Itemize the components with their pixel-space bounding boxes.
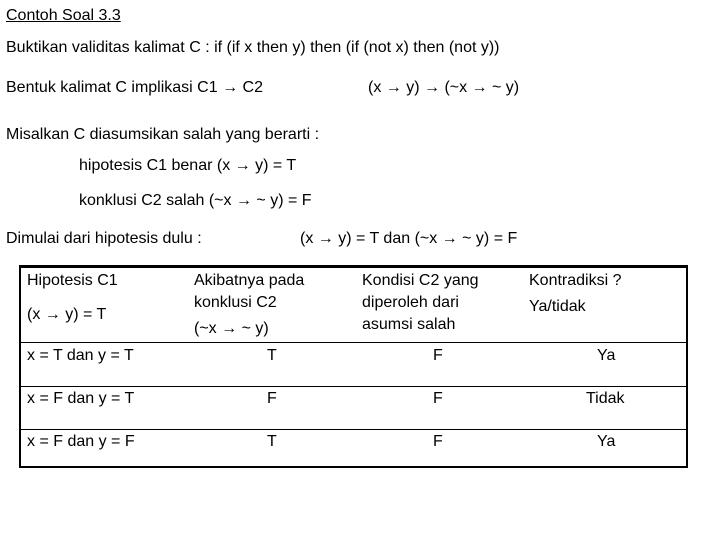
header-kondisi-2: diperoleh dari [362, 294, 459, 311]
row2-kondisi: F [433, 390, 443, 407]
start-expression: (x → y) = T dan (~x → ~ y) = F [300, 230, 518, 247]
row2-akibat: F [267, 390, 277, 407]
table-divider [21, 429, 686, 430]
table-divider [21, 386, 686, 387]
row1-akibat: T [267, 347, 277, 364]
header-hipotesis: Hipotesis C1 [27, 272, 118, 289]
header-hipotesis-expr: (x → y) = T [27, 306, 107, 323]
problem-statement: Buktikan validitas kalimat C : if (if x then y) then (if (not x) then (not y)) [6, 39, 500, 56]
row1-hyp: x = T dan y = T [27, 347, 134, 364]
header-kondisi: Kondisi C2 yang [362, 272, 479, 289]
row2-kontradiksi: Tidak [586, 390, 625, 407]
table-divider [21, 342, 686, 343]
header-kondisi-3: asumsi salah [362, 316, 456, 333]
row3-kontradiksi: Ya [597, 433, 616, 450]
conclusion-line: konklusi C2 salah (~x → ~ y) = F [79, 192, 312, 209]
form-expression: (x → y) → (~x → ~ y) [368, 79, 520, 96]
proof-table [19, 265, 688, 468]
header-kontradiksi-2: Ya/tidak [529, 298, 586, 315]
header-kontradiksi: Kontradiksi ? [529, 272, 622, 289]
assumption-text: Misalkan C diasumsikan salah yang berarti : [6, 126, 320, 143]
row3-hyp: x = F dan y = F [27, 433, 135, 450]
header-akibat-2: konklusi C2 [194, 294, 277, 311]
hypothesis-line: hipotesis C1 benar (x → y) = T [79, 157, 297, 174]
header-akibat-expr: (~x → ~ y) [194, 320, 269, 337]
page-title: Contoh Soal 3.3 [6, 7, 121, 24]
row2-hyp: x = F dan y = T [27, 390, 135, 407]
form-label: Bentuk kalimat C implikasi C1 → C2 [6, 79, 263, 96]
start-label: Dimulai dari hipotesis dulu : [6, 230, 202, 247]
row1-kontradiksi: Ya [597, 347, 616, 364]
row3-kondisi: F [433, 433, 443, 450]
row1-kondisi: F [433, 347, 443, 364]
row3-akibat: T [267, 433, 277, 450]
header-akibat: Akibatnya pada [194, 272, 305, 289]
